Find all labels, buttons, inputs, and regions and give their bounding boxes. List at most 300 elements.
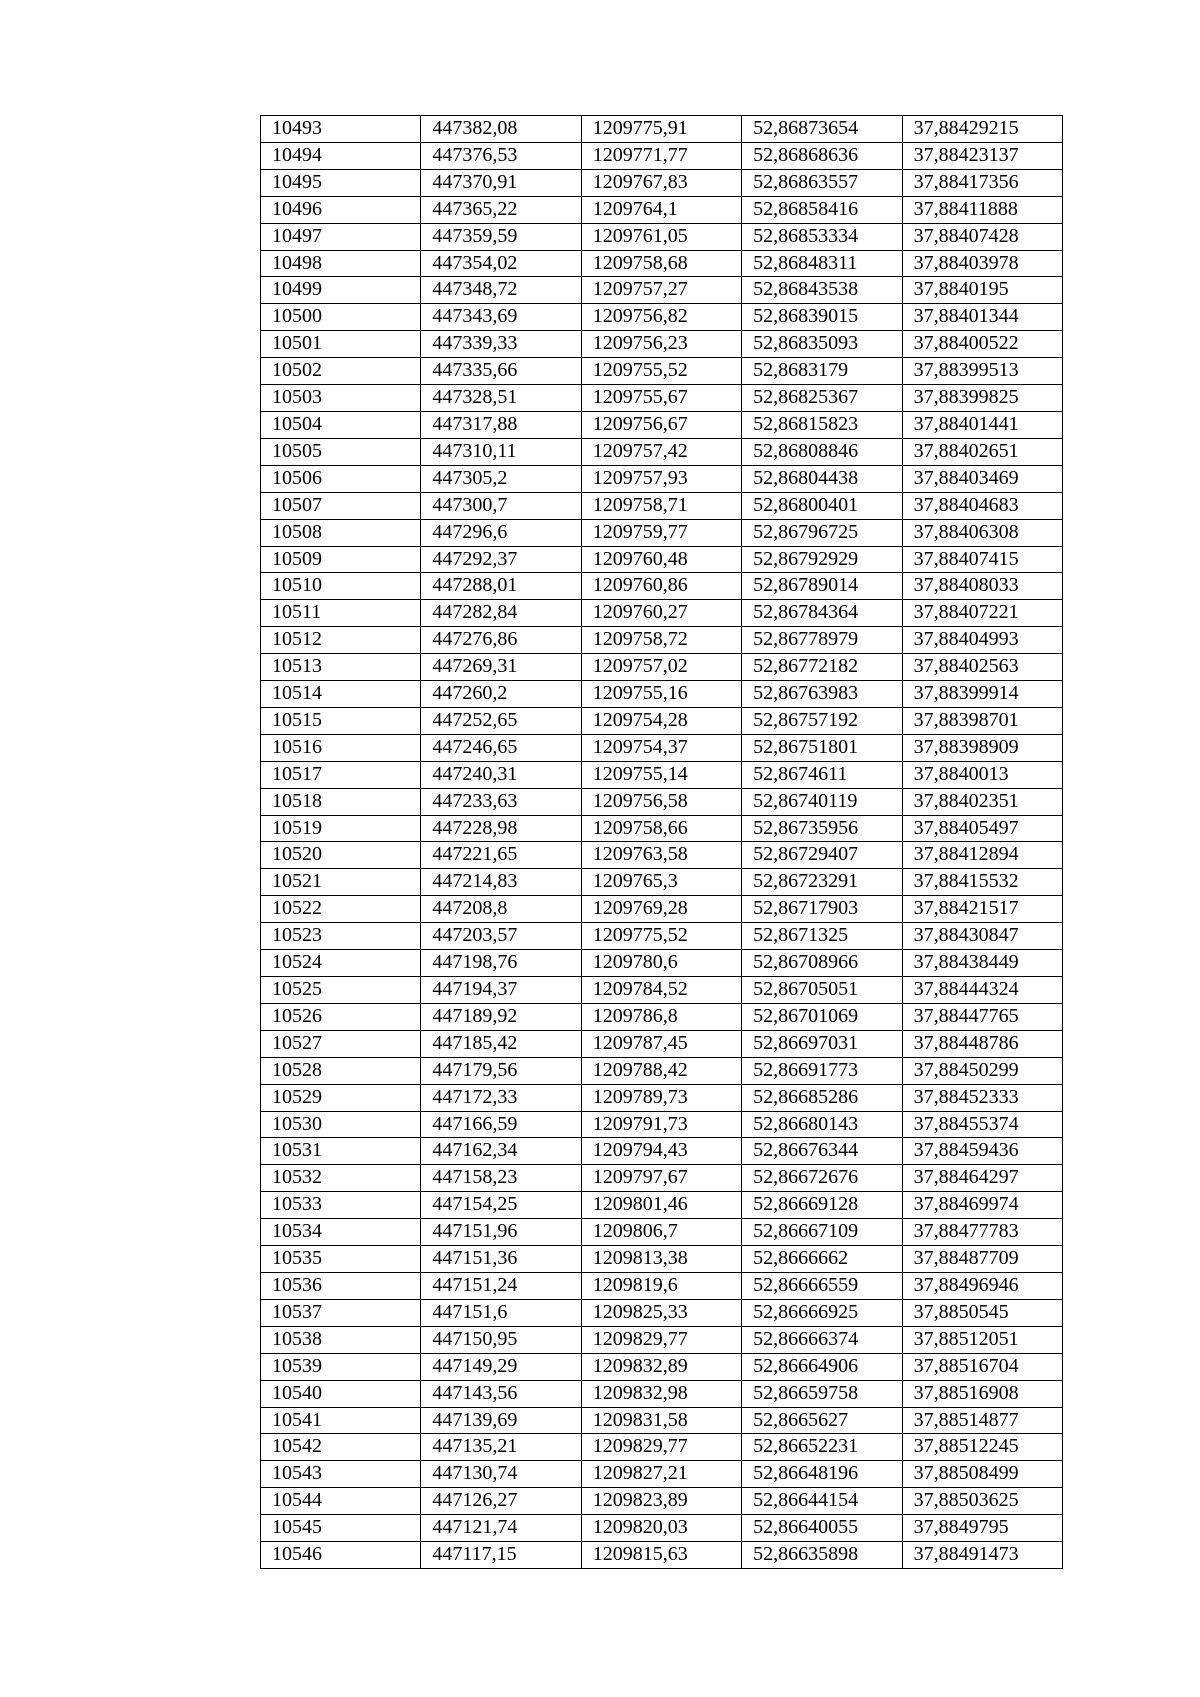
y-coordinate-cell: 1209819,6	[581, 1272, 741, 1299]
table-row	[261, 277, 1063, 304]
x-coordinate-cell: 447158,23	[421, 1165, 581, 1192]
longitude-cell: 37,88402651	[902, 438, 1062, 465]
point-number-cell: 10530	[261, 1111, 421, 1138]
longitude-cell: 37,8840195	[902, 277, 1062, 304]
point-number-cell: 10538	[261, 1326, 421, 1353]
x-coordinate-cell: 447126,27	[421, 1488, 581, 1515]
longitude-cell: 37,88508499	[902, 1461, 1062, 1488]
latitude-cell: 52,86735956	[742, 815, 902, 842]
table-row	[261, 385, 1063, 412]
latitude-cell: 52,86763983	[742, 681, 902, 708]
latitude-cell: 52,86659758	[742, 1380, 902, 1407]
table-row	[261, 492, 1063, 519]
longitude-cell: 37,88455374	[902, 1111, 1062, 1138]
table-row	[261, 1434, 1063, 1461]
longitude-cell: 37,88399914	[902, 681, 1062, 708]
y-coordinate-cell: 1209771,77	[581, 142, 741, 169]
table-row	[261, 438, 1063, 465]
y-coordinate-cell: 1209825,33	[581, 1299, 741, 1326]
table-row	[261, 169, 1063, 196]
point-number-cell: 10506	[261, 465, 421, 492]
longitude-cell: 37,88421517	[902, 896, 1062, 923]
x-coordinate-cell: 447348,72	[421, 277, 581, 304]
point-number-cell: 10516	[261, 734, 421, 761]
latitude-cell: 52,86705051	[742, 977, 902, 1004]
point-number-cell: 10498	[261, 250, 421, 277]
y-coordinate-cell: 1209757,02	[581, 654, 741, 681]
longitude-cell: 37,88491473	[902, 1542, 1062, 1569]
longitude-cell: 37,88408033	[902, 573, 1062, 600]
point-number-cell: 10519	[261, 815, 421, 842]
table-row	[261, 600, 1063, 627]
table-row	[261, 519, 1063, 546]
longitude-cell: 37,88407221	[902, 600, 1062, 627]
y-coordinate-cell: 1209757,93	[581, 465, 741, 492]
y-coordinate-cell: 1209755,14	[581, 761, 741, 788]
table-row	[261, 1461, 1063, 1488]
x-coordinate-cell: 447166,59	[421, 1111, 581, 1138]
point-number-cell: 10531	[261, 1138, 421, 1165]
point-number-cell: 10520	[261, 842, 421, 869]
x-coordinate-cell: 447130,74	[421, 1461, 581, 1488]
latitude-cell: 52,86652231	[742, 1434, 902, 1461]
y-coordinate-cell: 1209787,45	[581, 1030, 741, 1057]
point-number-cell: 10534	[261, 1219, 421, 1246]
x-coordinate-cell: 447310,11	[421, 438, 581, 465]
y-coordinate-cell: 1209764,1	[581, 196, 741, 223]
point-number-cell: 10536	[261, 1272, 421, 1299]
latitude-cell: 52,86808846	[742, 438, 902, 465]
longitude-cell: 37,88477783	[902, 1219, 1062, 1246]
table-row	[261, 1246, 1063, 1273]
x-coordinate-cell: 447354,02	[421, 250, 581, 277]
y-coordinate-cell: 1209775,52	[581, 923, 741, 950]
x-coordinate-cell: 447151,96	[421, 1219, 581, 1246]
point-number-cell: 10493	[261, 116, 421, 143]
x-coordinate-cell: 447151,24	[421, 1272, 581, 1299]
point-number-cell: 10533	[261, 1192, 421, 1219]
point-number-cell: 10527	[261, 1030, 421, 1057]
point-number-cell: 10532	[261, 1165, 421, 1192]
latitude-cell: 52,86835093	[742, 331, 902, 358]
longitude-cell: 37,88412894	[902, 842, 1062, 869]
longitude-cell: 37,88448786	[902, 1030, 1062, 1057]
y-coordinate-cell: 1209784,52	[581, 977, 741, 1004]
latitude-cell: 52,86648196	[742, 1461, 902, 1488]
point-number-cell: 10540	[261, 1380, 421, 1407]
point-number-cell: 10495	[261, 169, 421, 196]
table-row	[261, 950, 1063, 977]
latitude-cell: 52,8665627	[742, 1407, 902, 1434]
point-number-cell: 10526	[261, 1003, 421, 1030]
longitude-cell: 37,88402563	[902, 654, 1062, 681]
table-row	[261, 869, 1063, 896]
y-coordinate-cell: 1209813,38	[581, 1246, 741, 1273]
table-row	[261, 1515, 1063, 1542]
x-coordinate-cell: 447162,34	[421, 1138, 581, 1165]
y-coordinate-cell: 1209760,27	[581, 600, 741, 627]
longitude-cell: 37,88398909	[902, 734, 1062, 761]
longitude-cell: 37,88444324	[902, 977, 1062, 1004]
y-coordinate-cell: 1209757,42	[581, 438, 741, 465]
x-coordinate-cell: 447288,01	[421, 573, 581, 600]
table-row	[261, 654, 1063, 681]
y-coordinate-cell: 1209755,52	[581, 358, 741, 385]
table-row	[261, 1057, 1063, 1084]
x-coordinate-cell: 447335,66	[421, 358, 581, 385]
x-coordinate-cell: 447269,31	[421, 654, 581, 681]
y-coordinate-cell: 1209829,77	[581, 1326, 741, 1353]
latitude-cell: 52,86792929	[742, 546, 902, 573]
latitude-cell: 52,86772182	[742, 654, 902, 681]
y-coordinate-cell: 1209827,21	[581, 1461, 741, 1488]
x-coordinate-cell: 447233,63	[421, 788, 581, 815]
y-coordinate-cell: 1209806,7	[581, 1219, 741, 1246]
latitude-cell: 52,86858416	[742, 196, 902, 223]
point-number-cell: 10517	[261, 761, 421, 788]
table-row	[261, 196, 1063, 223]
point-number-cell: 10518	[261, 788, 421, 815]
longitude-cell: 37,88399825	[902, 385, 1062, 412]
longitude-cell: 37,88423137	[902, 142, 1062, 169]
y-coordinate-cell: 1209823,89	[581, 1488, 741, 1515]
longitude-cell: 37,88514877	[902, 1407, 1062, 1434]
latitude-cell: 52,86751801	[742, 734, 902, 761]
point-number-cell: 10541	[261, 1407, 421, 1434]
point-number-cell: 10500	[261, 304, 421, 331]
table-row	[261, 223, 1063, 250]
table-row	[261, 1192, 1063, 1219]
latitude-cell: 52,86873654	[742, 116, 902, 143]
point-number-cell: 10545	[261, 1515, 421, 1542]
y-coordinate-cell: 1209831,58	[581, 1407, 741, 1434]
point-number-cell: 10543	[261, 1461, 421, 1488]
table-row	[261, 815, 1063, 842]
latitude-cell: 52,86863557	[742, 169, 902, 196]
point-number-cell: 10494	[261, 142, 421, 169]
x-coordinate-cell: 447339,33	[421, 331, 581, 358]
latitude-cell: 52,86669128	[742, 1192, 902, 1219]
point-number-cell: 10502	[261, 358, 421, 385]
latitude-cell: 52,86644154	[742, 1488, 902, 1515]
longitude-cell: 37,88401441	[902, 411, 1062, 438]
longitude-cell: 37,8850545	[902, 1299, 1062, 1326]
y-coordinate-cell: 1209815,63	[581, 1542, 741, 1569]
x-coordinate-cell: 447300,7	[421, 492, 581, 519]
longitude-cell: 37,88503625	[902, 1488, 1062, 1515]
point-number-cell: 10499	[261, 277, 421, 304]
latitude-cell: 52,86666374	[742, 1326, 902, 1353]
table-row	[261, 465, 1063, 492]
point-number-cell: 10496	[261, 196, 421, 223]
latitude-cell: 52,86701069	[742, 1003, 902, 1030]
y-coordinate-cell: 1209760,48	[581, 546, 741, 573]
x-coordinate-cell: 447172,33	[421, 1084, 581, 1111]
table-row	[261, 1272, 1063, 1299]
point-number-cell: 10544	[261, 1488, 421, 1515]
table-row	[261, 707, 1063, 734]
y-coordinate-cell: 1209765,3	[581, 869, 741, 896]
point-number-cell: 10512	[261, 627, 421, 654]
longitude-cell: 37,88407415	[902, 546, 1062, 573]
table-row	[261, 1542, 1063, 1569]
table-row	[261, 977, 1063, 1004]
table-row	[261, 1353, 1063, 1380]
point-number-cell: 10501	[261, 331, 421, 358]
x-coordinate-cell: 447203,57	[421, 923, 581, 950]
table-row	[261, 734, 1063, 761]
longitude-cell: 37,88447765	[902, 1003, 1062, 1030]
point-number-cell: 10505	[261, 438, 421, 465]
x-coordinate-cell: 447305,2	[421, 465, 581, 492]
x-coordinate-cell: 447221,65	[421, 842, 581, 869]
point-number-cell: 10525	[261, 977, 421, 1004]
point-number-cell: 10521	[261, 869, 421, 896]
y-coordinate-cell: 1209791,73	[581, 1111, 741, 1138]
point-number-cell: 10523	[261, 923, 421, 950]
latitude-cell: 52,86853334	[742, 223, 902, 250]
latitude-cell: 52,86796725	[742, 519, 902, 546]
x-coordinate-cell: 447343,69	[421, 304, 581, 331]
latitude-cell: 52,86667109	[742, 1219, 902, 1246]
x-coordinate-cell: 447185,42	[421, 1030, 581, 1057]
longitude-cell: 37,88404683	[902, 492, 1062, 519]
x-coordinate-cell: 447282,84	[421, 600, 581, 627]
table-row	[261, 1299, 1063, 1326]
x-coordinate-cell: 447189,92	[421, 1003, 581, 1030]
x-coordinate-cell: 447150,95	[421, 1326, 581, 1353]
latitude-cell: 52,86685286	[742, 1084, 902, 1111]
y-coordinate-cell: 1209758,71	[581, 492, 741, 519]
longitude-cell: 37,88469974	[902, 1192, 1062, 1219]
y-coordinate-cell: 1209780,6	[581, 950, 741, 977]
longitude-cell: 37,88399513	[902, 358, 1062, 385]
point-number-cell: 10522	[261, 896, 421, 923]
y-coordinate-cell: 1209786,8	[581, 1003, 741, 1030]
point-number-cell: 10511	[261, 600, 421, 627]
point-number-cell: 10514	[261, 681, 421, 708]
y-coordinate-cell: 1209755,67	[581, 385, 741, 412]
table-row	[261, 1407, 1063, 1434]
latitude-cell: 52,86848311	[742, 250, 902, 277]
table-row	[261, 896, 1063, 923]
longitude-cell: 37,88411888	[902, 196, 1062, 223]
coordinates-table-body	[261, 116, 1063, 1569]
y-coordinate-cell: 1209763,58	[581, 842, 741, 869]
point-number-cell: 10510	[261, 573, 421, 600]
latitude-cell: 52,86815823	[742, 411, 902, 438]
x-coordinate-cell: 447208,8	[421, 896, 581, 923]
longitude-cell: 37,88512051	[902, 1326, 1062, 1353]
table-row	[261, 627, 1063, 654]
latitude-cell: 52,86757192	[742, 707, 902, 734]
latitude-cell: 52,86666925	[742, 1299, 902, 1326]
table-row	[261, 358, 1063, 385]
y-coordinate-cell: 1209761,05	[581, 223, 741, 250]
latitude-cell: 52,86664906	[742, 1353, 902, 1380]
table-row	[261, 116, 1063, 143]
point-number-cell: 10507	[261, 492, 421, 519]
x-coordinate-cell: 447179,56	[421, 1057, 581, 1084]
longitude-cell: 37,88516704	[902, 1353, 1062, 1380]
longitude-cell: 37,88417356	[902, 169, 1062, 196]
latitude-cell: 52,86740119	[742, 788, 902, 815]
point-number-cell: 10542	[261, 1434, 421, 1461]
y-coordinate-cell: 1209756,58	[581, 788, 741, 815]
y-coordinate-cell: 1209758,66	[581, 815, 741, 842]
longitude-cell: 37,8849795	[902, 1515, 1062, 1542]
y-coordinate-cell: 1209756,23	[581, 331, 741, 358]
longitude-cell: 37,88512245	[902, 1434, 1062, 1461]
y-coordinate-cell: 1209801,46	[581, 1192, 741, 1219]
point-number-cell: 10504	[261, 411, 421, 438]
latitude-cell: 52,86666559	[742, 1272, 902, 1299]
table-row	[261, 681, 1063, 708]
latitude-cell: 52,86800401	[742, 492, 902, 519]
longitude-cell: 37,88398701	[902, 707, 1062, 734]
latitude-cell: 52,86723291	[742, 869, 902, 896]
x-coordinate-cell: 447276,86	[421, 627, 581, 654]
x-coordinate-cell: 447139,69	[421, 1407, 581, 1434]
y-coordinate-cell: 1209788,42	[581, 1057, 741, 1084]
table-row	[261, 1030, 1063, 1057]
table-row	[261, 1326, 1063, 1353]
latitude-cell: 52,86672676	[742, 1165, 902, 1192]
table-row	[261, 923, 1063, 950]
table-row	[261, 250, 1063, 277]
latitude-cell: 52,86784364	[742, 600, 902, 627]
point-number-cell: 10528	[261, 1057, 421, 1084]
point-number-cell: 10515	[261, 707, 421, 734]
x-coordinate-cell: 447296,6	[421, 519, 581, 546]
table-row	[261, 304, 1063, 331]
y-coordinate-cell: 1209760,86	[581, 573, 741, 600]
y-coordinate-cell: 1209758,68	[581, 250, 741, 277]
x-coordinate-cell: 447135,21	[421, 1434, 581, 1461]
table-row	[261, 788, 1063, 815]
latitude-cell: 52,8671325	[742, 923, 902, 950]
table-row	[261, 1003, 1063, 1030]
longitude-cell: 37,88402351	[902, 788, 1062, 815]
table-row	[261, 573, 1063, 600]
longitude-cell: 37,88450299	[902, 1057, 1062, 1084]
x-coordinate-cell: 447228,98	[421, 815, 581, 842]
longitude-cell: 37,88401344	[902, 304, 1062, 331]
y-coordinate-cell: 1209789,73	[581, 1084, 741, 1111]
table-row	[261, 1165, 1063, 1192]
point-number-cell: 10503	[261, 385, 421, 412]
longitude-cell: 37,88403469	[902, 465, 1062, 492]
latitude-cell: 52,86729407	[742, 842, 902, 869]
longitude-cell: 37,88406308	[902, 519, 1062, 546]
longitude-cell: 37,88404993	[902, 627, 1062, 654]
x-coordinate-cell: 447121,74	[421, 1515, 581, 1542]
latitude-cell: 52,86676344	[742, 1138, 902, 1165]
longitude-cell: 37,88403978	[902, 250, 1062, 277]
x-coordinate-cell: 447240,31	[421, 761, 581, 788]
latitude-cell: 52,86843538	[742, 277, 902, 304]
table-row	[261, 411, 1063, 438]
point-number-cell: 10539	[261, 1353, 421, 1380]
y-coordinate-cell: 1209820,03	[581, 1515, 741, 1542]
table-row	[261, 1488, 1063, 1515]
latitude-cell: 52,8666662	[742, 1246, 902, 1273]
point-number-cell: 10508	[261, 519, 421, 546]
y-coordinate-cell: 1209829,77	[581, 1434, 741, 1461]
table-row	[261, 761, 1063, 788]
longitude-cell: 37,88407428	[902, 223, 1062, 250]
table-row	[261, 331, 1063, 358]
y-coordinate-cell: 1209757,27	[581, 277, 741, 304]
longitude-cell: 37,88415532	[902, 869, 1062, 896]
x-coordinate-cell: 447382,08	[421, 116, 581, 143]
latitude-cell: 52,86680143	[742, 1111, 902, 1138]
longitude-cell: 37,88438449	[902, 950, 1062, 977]
y-coordinate-cell: 1209832,89	[581, 1353, 741, 1380]
y-coordinate-cell: 1209754,28	[581, 707, 741, 734]
longitude-cell: 37,88487709	[902, 1246, 1062, 1273]
x-coordinate-cell: 447370,91	[421, 169, 581, 196]
table-row	[261, 1138, 1063, 1165]
x-coordinate-cell: 447117,15	[421, 1542, 581, 1569]
x-coordinate-cell: 447214,83	[421, 869, 581, 896]
coordinates-table	[260, 115, 1063, 1569]
x-coordinate-cell: 447151,6	[421, 1299, 581, 1326]
longitude-cell: 37,88516908	[902, 1380, 1062, 1407]
y-coordinate-cell: 1209754,37	[581, 734, 741, 761]
longitude-cell: 37,8840013	[902, 761, 1062, 788]
table-row	[261, 1380, 1063, 1407]
y-coordinate-cell: 1209759,77	[581, 519, 741, 546]
longitude-cell: 37,88452333	[902, 1084, 1062, 1111]
y-coordinate-cell: 1209832,98	[581, 1380, 741, 1407]
latitude-cell: 52,86697031	[742, 1030, 902, 1057]
y-coordinate-cell: 1209797,67	[581, 1165, 741, 1192]
table-row	[261, 1084, 1063, 1111]
table-row	[261, 1111, 1063, 1138]
y-coordinate-cell: 1209769,28	[581, 896, 741, 923]
point-number-cell: 10524	[261, 950, 421, 977]
latitude-cell: 52,86839015	[742, 304, 902, 331]
x-coordinate-cell: 447365,22	[421, 196, 581, 223]
latitude-cell: 52,8674611	[742, 761, 902, 788]
longitude-cell: 37,88429215	[902, 116, 1062, 143]
longitude-cell: 37,88400522	[902, 331, 1062, 358]
x-coordinate-cell: 447143,56	[421, 1380, 581, 1407]
x-coordinate-cell: 447328,51	[421, 385, 581, 412]
latitude-cell: 52,86804438	[742, 465, 902, 492]
longitude-cell: 37,88496946	[902, 1272, 1062, 1299]
point-number-cell: 10535	[261, 1246, 421, 1273]
y-coordinate-cell: 1209756,82	[581, 304, 741, 331]
x-coordinate-cell: 447149,29	[421, 1353, 581, 1380]
point-number-cell: 10509	[261, 546, 421, 573]
latitude-cell: 52,86635898	[742, 1542, 902, 1569]
latitude-cell: 52,86868636	[742, 142, 902, 169]
latitude-cell: 52,86640055	[742, 1515, 902, 1542]
x-coordinate-cell: 447154,25	[421, 1192, 581, 1219]
y-coordinate-cell: 1209758,72	[581, 627, 741, 654]
point-number-cell: 10513	[261, 654, 421, 681]
y-coordinate-cell: 1209794,43	[581, 1138, 741, 1165]
x-coordinate-cell: 447252,65	[421, 707, 581, 734]
latitude-cell: 52,86789014	[742, 573, 902, 600]
x-coordinate-cell: 447359,59	[421, 223, 581, 250]
longitude-cell: 37,88459436	[902, 1138, 1062, 1165]
x-coordinate-cell: 447292,37	[421, 546, 581, 573]
y-coordinate-cell: 1209767,83	[581, 169, 741, 196]
point-number-cell: 10497	[261, 223, 421, 250]
